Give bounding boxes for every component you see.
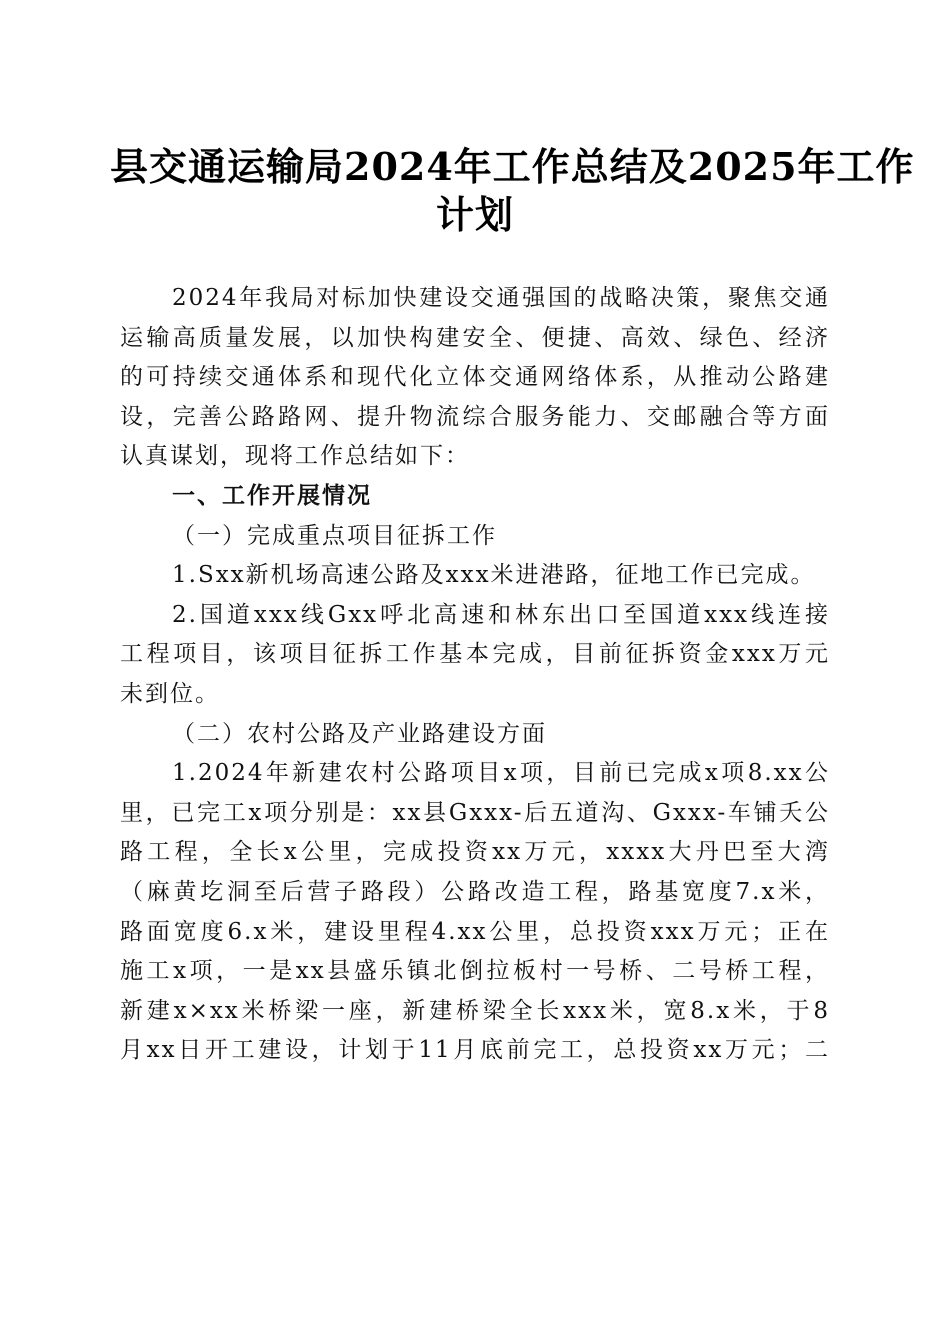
document-title-line-2: 计划 xyxy=(435,192,514,237)
document-body xyxy=(120,279,830,1071)
paragraph-line: 1.2024年新建农村公路项目x项，目前已完成x项8.xx公 xyxy=(172,760,830,787)
document-title-line-1: 县交通运输局2024年工作总结及2025年工作 xyxy=(110,144,915,189)
paragraph-line: 工程项目，该项目征拆工作基本完成，目前征拆资金xxx万元 xyxy=(120,641,830,668)
intro-paragraph-line: 2024年我局对标加快建设交通强国的战略决策，聚焦交通 xyxy=(172,285,830,311)
paragraph-line: 新建x×xx米桥梁一座，新建桥梁全长xxx米，宽8.x米，于8 xyxy=(120,997,830,1024)
intro-paragraph-line: 运输高质量发展，以加快构建安全、便捷、高效、绿色、经济 xyxy=(120,324,830,351)
paragraph-line: 1.Sxx新机场高速公路及xxx米进港路，征地工作已完成。 xyxy=(172,562,816,589)
intro-paragraph-line: 设，完善公路路网、提升物流综合服务能力、交邮融合等方面 xyxy=(120,403,830,430)
paragraph-line: 月xx日开工建设，计划于11月底前完工，总投资xx万元；二 xyxy=(120,1037,830,1064)
intro-paragraph-line: 的可持续交通体系和现代化立体交通网络体系，从推动公路建 xyxy=(120,364,830,391)
subsection-heading: （一）完成重点项目征拆工作 xyxy=(172,522,497,549)
subsection-heading: （二）农村公路及产业路建设方面 xyxy=(172,720,547,747)
intro-paragraph-line: 认真谋划，现将工作总结如下： xyxy=(120,443,470,470)
paragraph-line: 施工x项，一是xx县盛乐镇北倒拉板村一号桥、二号桥工程， xyxy=(120,958,830,985)
paragraph-line: 未到位。 xyxy=(120,680,220,707)
section-heading: 一、工作开展情况 xyxy=(172,482,372,509)
paragraph-line: 2.国道xxx线Gxx呼北高速和林东出口至国道xxx线连接 xyxy=(172,601,830,628)
paragraph-line: （麻黄圪洞至后营子路段）公路改造工程，路基宽度7.x米， xyxy=(120,878,830,905)
paragraph-line: 路工程，全长x公里，完成投资xx万元，xxxx大丹巴至大湾 xyxy=(120,839,830,866)
paragraph-line: 里，已完工x项分别是：xx县Gxxx-后五道沟、Gxxx-车铺夭公 xyxy=(120,799,830,826)
paragraph-line: 路面宽度6.x米，建设里程4.xx公里，总投资xxx万元；正在 xyxy=(120,918,830,945)
